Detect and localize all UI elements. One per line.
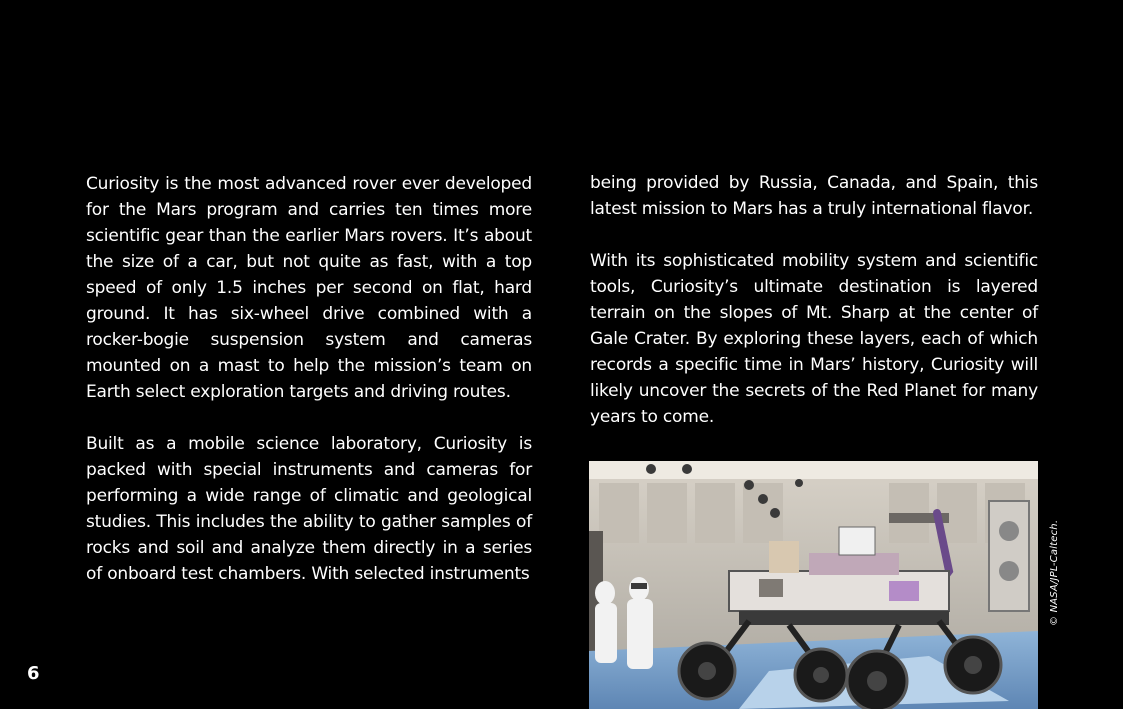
paragraph: Built as a mobile science laboratory, Curiosity is packed with special instruments and cameras for performing a wide range of climatic and geological studies. This includes the ability to gather samples of rocks and soil and analyze them directly in a series of onboard test chambers. With selected instruments: [86, 434, 532, 584]
photo-credit: © NASA/JPL-Caltech.: [1049, 519, 1060, 626]
paragraph: With its sophisticated mobility system and scientific tools, Curiosity’s ultimate destination is layered terrain on the slopes of Mt. Sharp at the center of Gale Crater. By exploring these layers, each of which records a specific time in Mars’ history, Curiosity will likely uncover the secrets of the Red Planet for many years to come.: [590, 251, 1038, 427]
rover-photo: [589, 461, 1038, 709]
paragraph: being provided by Russia, Canada, and Spain, this latest mission to Mars has a truly international flavor.: [590, 173, 1038, 219]
page-number: 6: [27, 663, 40, 684]
paragraph: Curiosity is the most advanced rover ever developed for the Mars program and carries ten times more scientific gear than the earlier Mars rovers. It’s about the size of a car, but not quite as fast, with a top speed of only 1.5 inches per second on flat, hard ground. It has six-wheel drive combined with a rocker-bogie suspension system and cameras mounted on a mast to help the mission’s team on Earth select exploration targets and driving routes.: [86, 174, 532, 402]
right-text-column: [590, 170, 1038, 430]
left-text-column: [86, 171, 532, 587]
